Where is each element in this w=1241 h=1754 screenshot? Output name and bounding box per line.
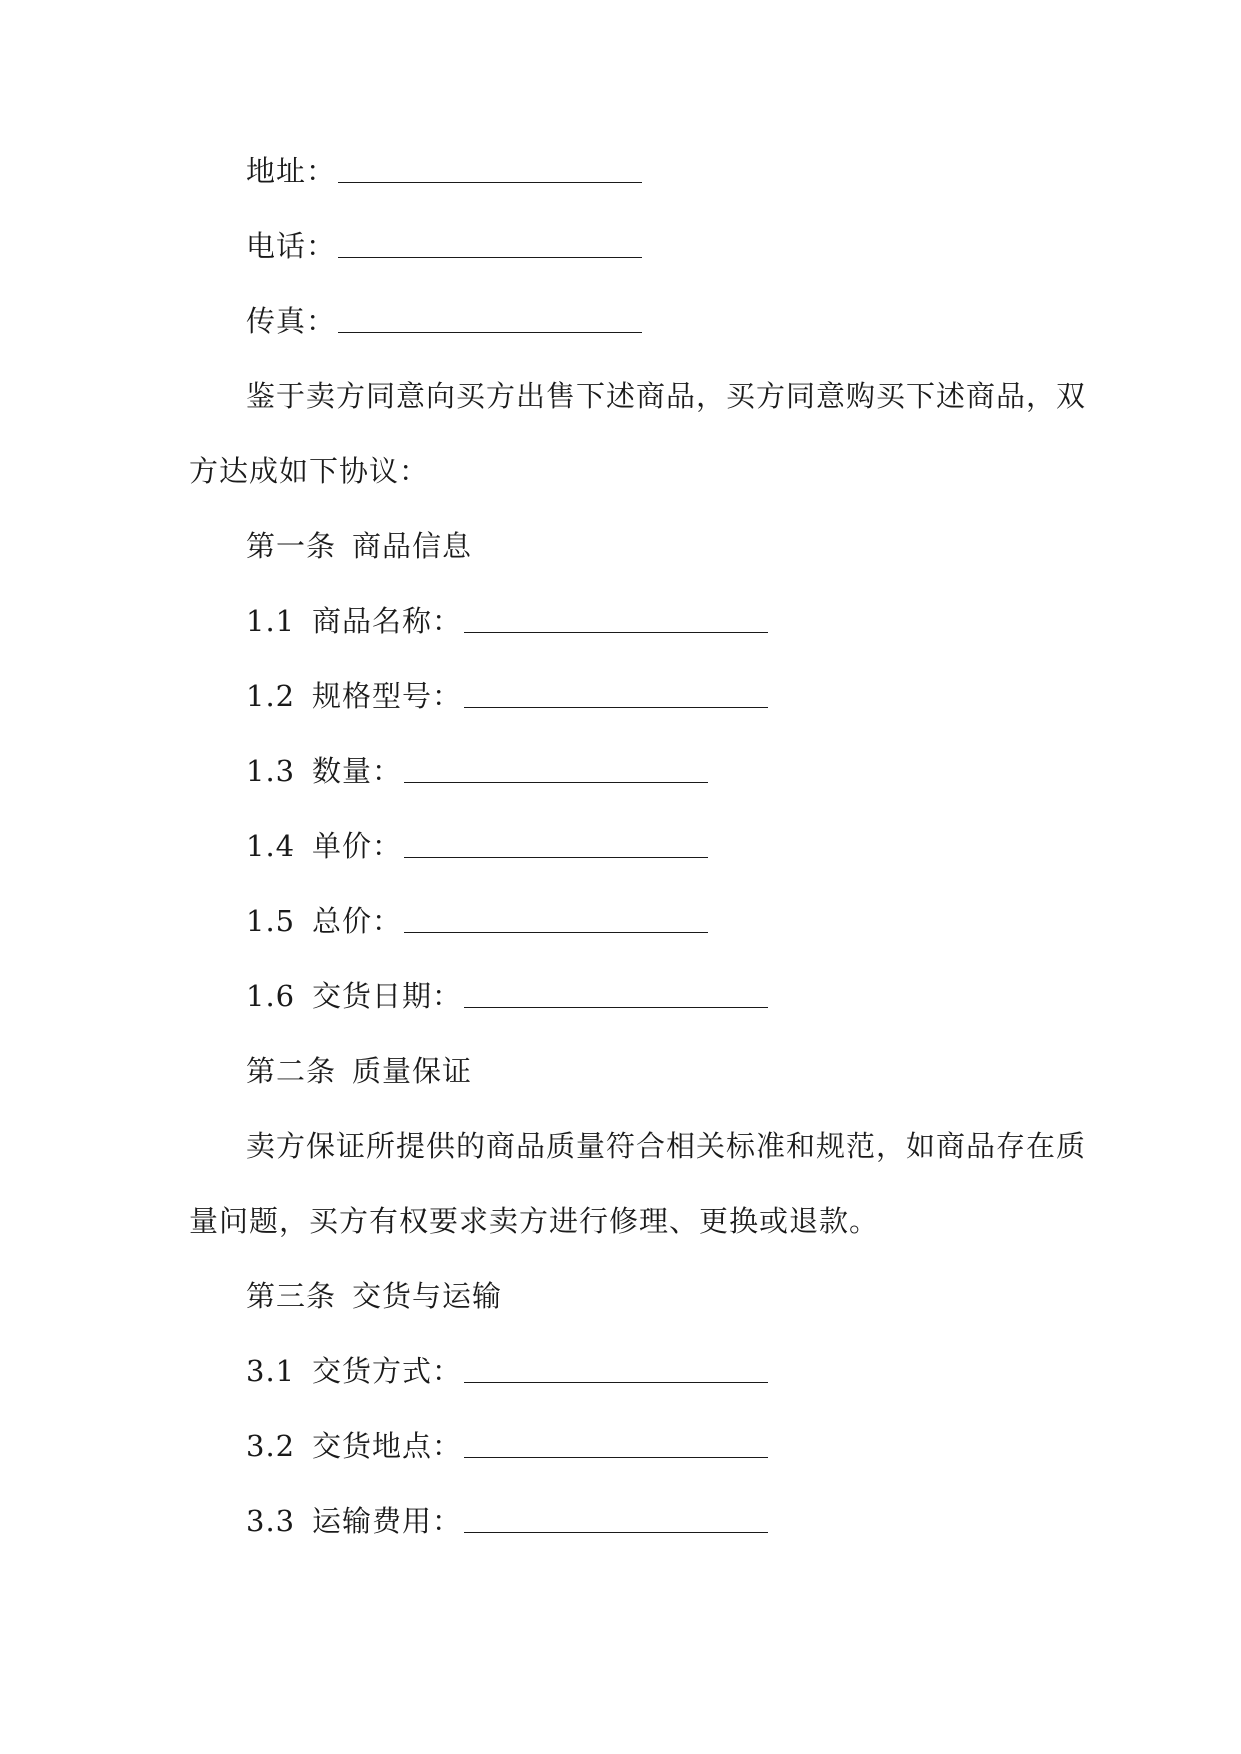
item-label: 交货日期： [312,979,463,1013]
preamble-line-2: 方达成如下协议： [189,454,430,488]
item-1-1 [246,601,768,641]
item-label: 总价： [312,904,403,938]
phone-label: 电话： [246,229,337,263]
item-3-3 [246,1501,768,1541]
item-number: 1.5 [246,904,296,938]
article2-heading [246,1051,472,1091]
item-label: 规格型号： [312,679,463,713]
fax-line [246,301,642,341]
item-number: 1.2 [246,679,296,713]
item-blank[interactable] [464,1381,768,1383]
item-blank[interactable] [404,856,708,858]
item-1-2 [246,676,768,716]
item-label: 商品名称： [312,604,463,638]
article3-heading [246,1276,502,1316]
item-label: 运输费用： [312,1504,463,1538]
address-label: 地址： [246,154,337,188]
item-1-3 [246,751,708,791]
item-number: 3.3 [246,1504,296,1538]
item-label: 交货方式： [312,1354,463,1388]
article3-title: 交货与运输 [352,1279,503,1313]
item-number: 1.4 [246,829,296,863]
item-blank[interactable] [464,706,768,708]
phone-blank[interactable] [338,256,642,258]
address-blank[interactable] [338,181,642,183]
item-3-1 [246,1351,768,1391]
item-number: 3.1 [246,1354,296,1388]
item-label: 交货地点： [312,1429,463,1463]
phone-line [246,226,642,266]
article2-title: 质量保证 [352,1054,473,1088]
article1-title: 商品信息 [352,529,473,563]
item-number: 1.3 [246,754,296,788]
preamble-line-1: 鉴于卖方同意向买方出售下述商品，买方同意购买下述商品，双 [246,379,1087,413]
fax-label: 传真： [246,304,337,338]
item-blank[interactable] [464,1006,768,1008]
article3-number: 第三条 [246,1279,337,1313]
item-number: 1.6 [246,979,296,1013]
address-line [246,151,642,191]
item-blank[interactable] [404,931,708,933]
item-number: 1.1 [246,604,296,638]
article2-line-1: 卖方保证所提供的商品质量符合相关标准和规范，如商品存在质 [246,1129,1087,1163]
article1-number: 第一条 [246,529,337,563]
item-3-2 [246,1426,768,1466]
item-1-6 [246,976,768,1016]
item-1-4 [246,826,708,866]
item-blank[interactable] [464,631,768,633]
item-blank[interactable] [464,1456,768,1458]
article2-number: 第二条 [246,1054,337,1088]
item-label: 数量： [312,754,403,788]
item-label: 单价： [312,829,403,863]
article2-line-2: 量问题，买方有权要求卖方进行修理、更换或退款。 [189,1204,880,1238]
item-blank[interactable] [404,781,708,783]
article1-heading [246,526,472,566]
item-number: 3.2 [246,1429,296,1463]
fax-blank[interactable] [338,331,642,333]
item-blank[interactable] [464,1531,768,1533]
item-1-5 [246,901,708,941]
